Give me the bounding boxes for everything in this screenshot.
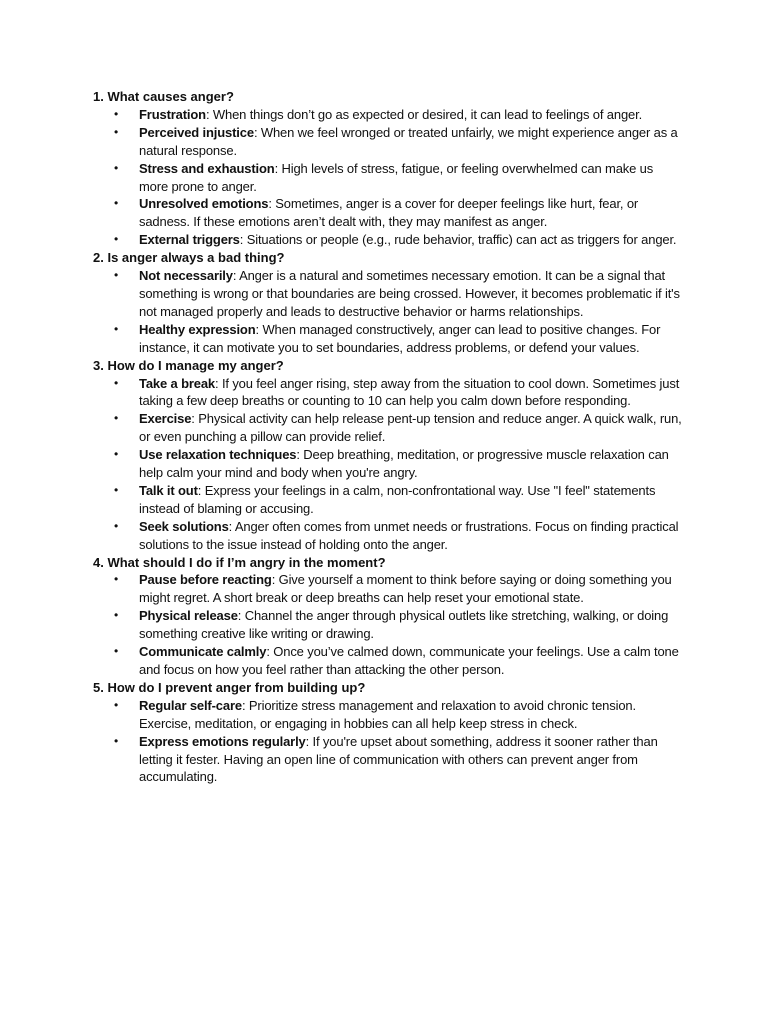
item-text: : Channel the anger through physical outlets like stretching, walking, or doing something creative like writing or drawing.: [139, 608, 669, 642]
bullet-icon: •: [114, 411, 119, 426]
item-text: : High levels of stress, fatigue, or feeling overwhelmed can make us more prone to anger.: [139, 160, 654, 194]
item-term: Stress and exhaustion: [139, 160, 275, 176]
item-term: Unresolved emotions: [139, 196, 269, 212]
section-4: [93, 554, 683, 679]
bullet-icon: •: [114, 196, 119, 211]
bullet-icon: •: [114, 608, 119, 623]
bullet-icon: •: [114, 160, 119, 175]
item-text: : Anger is a natural and sometimes necessary emotion. It can be a signal that something is wrong or that boundaries are being crossed. However, it becomes problematic if it's not managed properly and leads to destructive behavior or harms relationships.: [139, 268, 680, 319]
section-1: [93, 88, 683, 249]
item-text: : When we feel wronged or treated unfairly, we might experience anger as a natural response.: [139, 124, 678, 158]
list-item: [93, 106, 683, 124]
bullet-icon: •: [114, 482, 119, 497]
bullet-icon: •: [114, 518, 119, 533]
question-heading: 5. How do I prevent anger from building up?: [93, 679, 366, 695]
list-item: [93, 321, 683, 357]
list-item: [93, 375, 683, 411]
bullet-icon: •: [114, 375, 119, 390]
list-item: [93, 733, 683, 787]
item-text: : When managed constructively, anger can lead to positive changes. For instance, it can motivate you to set boundaries, address problems, or defend your values.: [139, 321, 661, 355]
answer-list: [93, 571, 683, 678]
item-text: : Once you’ve calmed down, communicate your feelings. Use a calm tone and focus on how you feel rather than attacking the other person.: [139, 644, 679, 677]
answer-list: [93, 375, 683, 554]
item-term: Regular self-care: [139, 697, 242, 713]
item-text: : Express your feelings in a calm, non-confrontational way. Use "I feel" statements instead of blaming or accusing.: [139, 482, 656, 516]
answer-list: [93, 267, 683, 357]
list-item: [93, 446, 683, 482]
question-heading: 3. How do I manage my anger?: [93, 357, 284, 373]
item-term: Seek solutions: [139, 518, 229, 534]
item-term: Frustration: [139, 106, 206, 122]
section-5: [93, 679, 683, 786]
list-item: [93, 482, 683, 518]
answer-list: [93, 697, 683, 787]
item-text: : Sometimes, anger is a cover for deeper feelings like hurt, fear, or sadness. If these emotions aren’t dealt with, they may manifest as anger.: [139, 196, 639, 230]
section-3: [93, 357, 683, 554]
bullet-icon: •: [114, 572, 119, 587]
item-term: Talk it out: [139, 482, 198, 498]
item-text: : Physical activity can help release pent-up tension and reduce anger. A quick walk, run, or even punching a pillow can provide relief.: [139, 411, 682, 445]
item-text: : If you feel anger rising, step away from the situation to cool down. Sometimes just taking a few deep breaths or counting to 10 can help you calm down before responding.: [139, 375, 680, 409]
list-item: [93, 195, 683, 231]
item-text: : When things don’t go as expected or desired, it can lead to feelings of anger.: [205, 106, 643, 122]
bullet-icon: •: [114, 321, 119, 336]
bullet-icon: •: [114, 268, 119, 283]
list-item: [93, 697, 683, 733]
list-item: [93, 231, 683, 249]
bullet-icon: •: [114, 733, 119, 748]
item-term: Healthy expression: [139, 321, 256, 337]
list-item: [93, 607, 683, 643]
list-item: [93, 160, 683, 196]
item-term: Pause before reacting: [139, 572, 272, 588]
bullet-icon: •: [114, 447, 119, 462]
question-heading: 4. What should I do if I’m angry in the moment?: [93, 554, 386, 570]
item-term: Express emotions regularly: [139, 733, 306, 749]
item-text: : If you're upset about something, address it sooner rather than letting it fester. Having an open line of communication with others can prevent anger from accumulating.: [139, 733, 658, 785]
list-item: [93, 518, 683, 554]
item-term: Not necessarily: [139, 268, 233, 284]
bullet-icon: •: [114, 232, 119, 247]
item-text: : Anger often comes from unmet needs or frustrations. Focus on finding practical solutions to the issue instead of holding onto the anger.: [139, 518, 679, 552]
list-item: [93, 267, 683, 321]
bullet-icon: •: [114, 644, 119, 659]
item-text: : Deep breathing, meditation, or progressive muscle relaxation can help calm your mind and body when you're angry.: [139, 447, 669, 481]
bullet-icon: •: [114, 106, 119, 121]
item-text: : Give yourself a moment to think before saying or doing something you might regret. A short break or deep breaths can help reset your emotional state.: [139, 572, 672, 606]
answer-list: [93, 106, 683, 249]
section-2: [93, 249, 683, 356]
list-item: [93, 124, 683, 160]
list-item: [93, 410, 683, 446]
item-term: Perceived injustice: [139, 124, 254, 140]
bullet-icon: •: [114, 697, 119, 712]
item-term: External triggers: [139, 232, 240, 248]
bullet-icon: •: [114, 124, 119, 139]
question-heading: 2. Is anger always a bad thing?: [93, 250, 285, 266]
item-text: : Prioritize stress management and relaxation to avoid chronic tension. Exercise, meditation, or engaging in hobbies can all help keep stress in check.: [139, 697, 636, 731]
document-body: [93, 88, 683, 786]
item-term: Exercise: [139, 411, 192, 427]
list-item: [93, 571, 683, 607]
list-item: [93, 643, 683, 679]
question-heading: 1. What causes anger?: [93, 89, 234, 104]
item-text: : Situations or people (e.g., rude behavior, traffic) can act as triggers for anger.: [239, 232, 677, 248]
item-term: Physical release: [139, 608, 238, 624]
item-term: Take a break: [139, 375, 216, 391]
item-term: Communicate calmly: [139, 644, 267, 660]
item-term: Use relaxation techniques: [139, 447, 297, 463]
